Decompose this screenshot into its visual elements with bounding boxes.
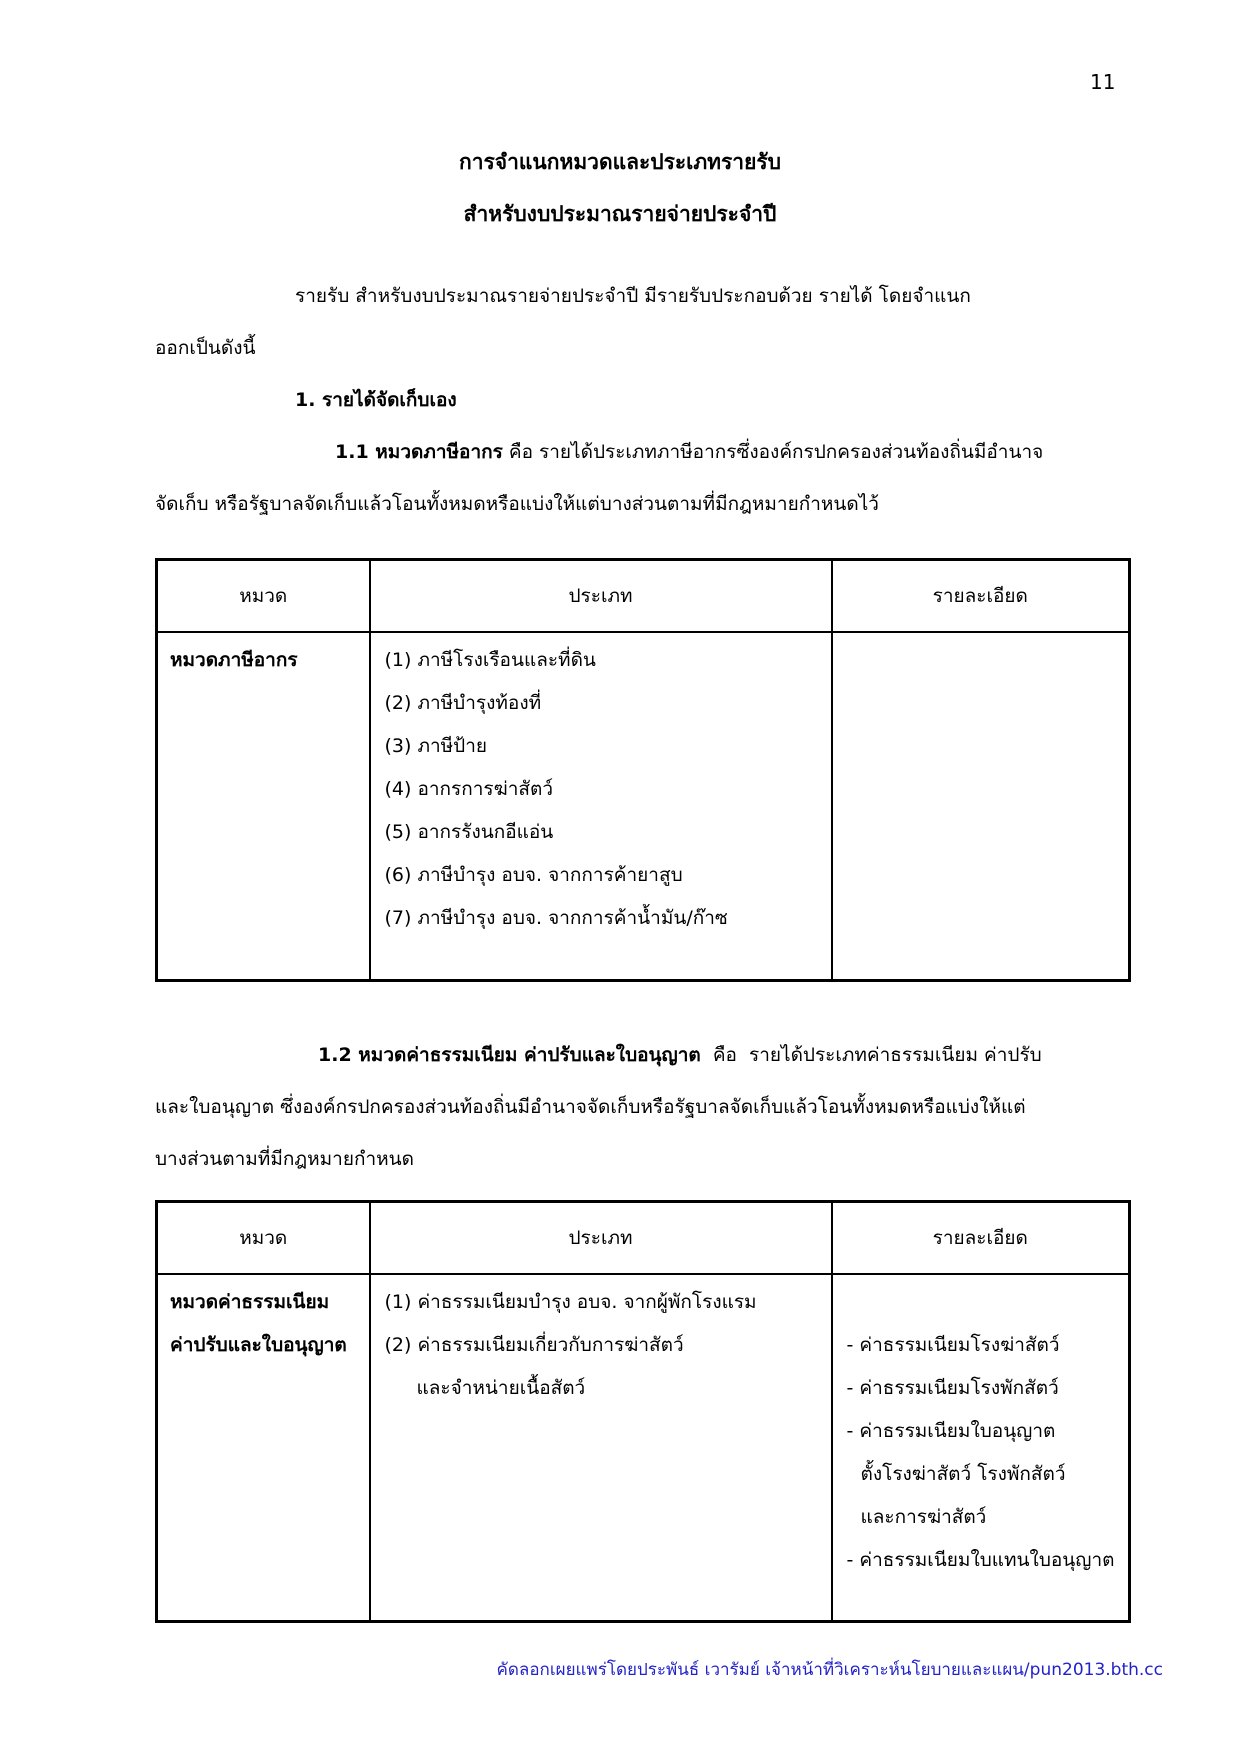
table2-header-category: หมวด (157, 1202, 370, 1275)
section-1-1-text: คือ รายได้ประเภทภาษีอากรซึ่งองค์กรปกครองส่วนท้องถิ่นมีอำนาจ (502, 441, 1044, 463)
table1-header-row (157, 560, 1130, 633)
table1-cell-category (157, 632, 370, 980)
table2-category-line: หมวดค่าธรรมเนียม (170, 1291, 330, 1313)
table1-type-item: (2) ภาษีบำรุงท้องที่ (384, 692, 542, 714)
section-1-2-line-1 (318, 1040, 1042, 1070)
section-1-heading: 1. รายได้จัดเก็บเอง (295, 389, 457, 411)
table1-row-tax (157, 632, 1130, 980)
section-1-1-number: 1.1 หมวดภาษีอากร (335, 441, 503, 463)
table2-type-item-continuation: และจำหน่ายเนื้อสัตว์ (416, 1377, 586, 1399)
table1-header-type: ประเภท (370, 560, 832, 633)
table1-type-item: (5) อากรรังนกอีแอ่น (384, 821, 554, 843)
table2-cell-types (370, 1274, 832, 1621)
section-1-2-line-2: และใบอนุญาต ซึ่งองค์กรปกครองส่วนท้องถิ่นมีอำนาจจัดเก็บหรือรัฐบาลจัดเก็บแล้วโอนทั้งหมดหรือแบ่งให้แต่ (155, 1096, 1026, 1118)
table1-type-item: (3) ภาษีป้าย (384, 735, 488, 757)
table1-type-item: (6) ภาษีบำรุง อบจ. จากการค้ายาสูบ (384, 864, 683, 886)
page-number: 11 (1090, 70, 1116, 94)
table1-type-item: (4) อากรการฆ่าสัตว์ (384, 778, 553, 800)
table2-row-fees (157, 1274, 1130, 1621)
fee-category-table-grid (155, 1200, 1131, 1623)
table1-header-category: หมวด (157, 560, 370, 633)
table2-detail-item: - ค่าธรรมเนียมโรงพักสัตว์ (846, 1377, 1059, 1399)
table2-type-item: (1) ค่าธรรมเนียมบำรุง อบจ. จากผู้พักโรงแรม (384, 1291, 757, 1313)
table1-type-item: (7) ภาษีบำรุง อบจ. จากการค้าน้ำมัน/ก๊าซ (384, 907, 728, 929)
intro-paragraph-line-1: รายรับ สำหรับงบประมาณรายจ่ายประจำปี มีรายรับประกอบด้วย รายได้ โดยจำแนก (295, 285, 971, 307)
section-1-1-line-1 (335, 437, 1043, 467)
document-title-line-1: การจำแนกหมวดและประเภทรายรับ (458, 150, 782, 174)
footer-credit: คัดลอกเผยแพร่โดยประพันธ์ เวารัมย์ เจ้าหน้าที่วิเคราะห์นโยบายและแผน/pun2013.bth.cc (496, 1660, 1163, 1680)
document-title-line-2: สำหรับงบประมาณรายจ่ายประจำปี (463, 202, 777, 226)
table1-type-item: (1) ภาษีโรงเรือนและที่ดิน (384, 649, 596, 671)
table2-header-detail: รายละเอียด (832, 1202, 1130, 1275)
table2-detail-item-continuation: ตั้งโรงฆ่าสัตว์ โรงพักสัตว์ (860, 1463, 1066, 1485)
table2-header-row (157, 1202, 1130, 1275)
table2-category-line: ค่าปรับและใบอนุญาต (170, 1334, 347, 1356)
table2-cell-category (157, 1274, 370, 1621)
table1-header-detail: รายละเอียด (832, 560, 1130, 633)
table2-detail-item: - ค่าธรรมเนียมใบแทนใบอนุญาต (846, 1549, 1115, 1571)
table2-cell-details (832, 1274, 1130, 1621)
section-1-1-line-2: จัดเก็บ หรือรัฐบาลจัดเก็บแล้วโอนทั้งหมดหรือแบ่งให้แต่บางส่วนตามที่มีกฎหมายกำหนดไว้ (155, 493, 879, 515)
section-1-2-text: คือ รายได้ประเภทค่าธรรมเนียม ค่าปรับ (700, 1044, 1042, 1066)
table2-detail-item: - ค่าธรรมเนียมโรงฆ่าสัตว์ (846, 1334, 1060, 1356)
intro-paragraph-line-2: ออกเป็นดังนี้ (155, 337, 256, 359)
table1-category-label: หมวดภาษีอากร (170, 649, 298, 671)
section-1-2-number: 1.2 หมวดค่าธรรมเนียม ค่าปรับและใบอนุญาต (318, 1044, 701, 1066)
section-1-2-line-3: บางส่วนตามที่มีกฎหมายกำหนด (155, 1148, 414, 1170)
table1-cell-types (370, 632, 832, 980)
table2-detail-item-continuation: และการฆ่าสัตว์ (860, 1506, 987, 1528)
table2-header-type: ประเภท (370, 1202, 832, 1275)
table2-detail-item: - ค่าธรรมเนียมใบอนุญาต (846, 1420, 1056, 1442)
table2-type-item: (2) ค่าธรรมเนียมเกี่ยวกับการฆ่าสัตว์ (384, 1334, 684, 1356)
table1-cell-details (832, 632, 1130, 980)
fee-category-table (155, 1200, 1131, 1623)
tax-category-table (155, 558, 1131, 982)
tax-category-table-grid (155, 558, 1131, 982)
